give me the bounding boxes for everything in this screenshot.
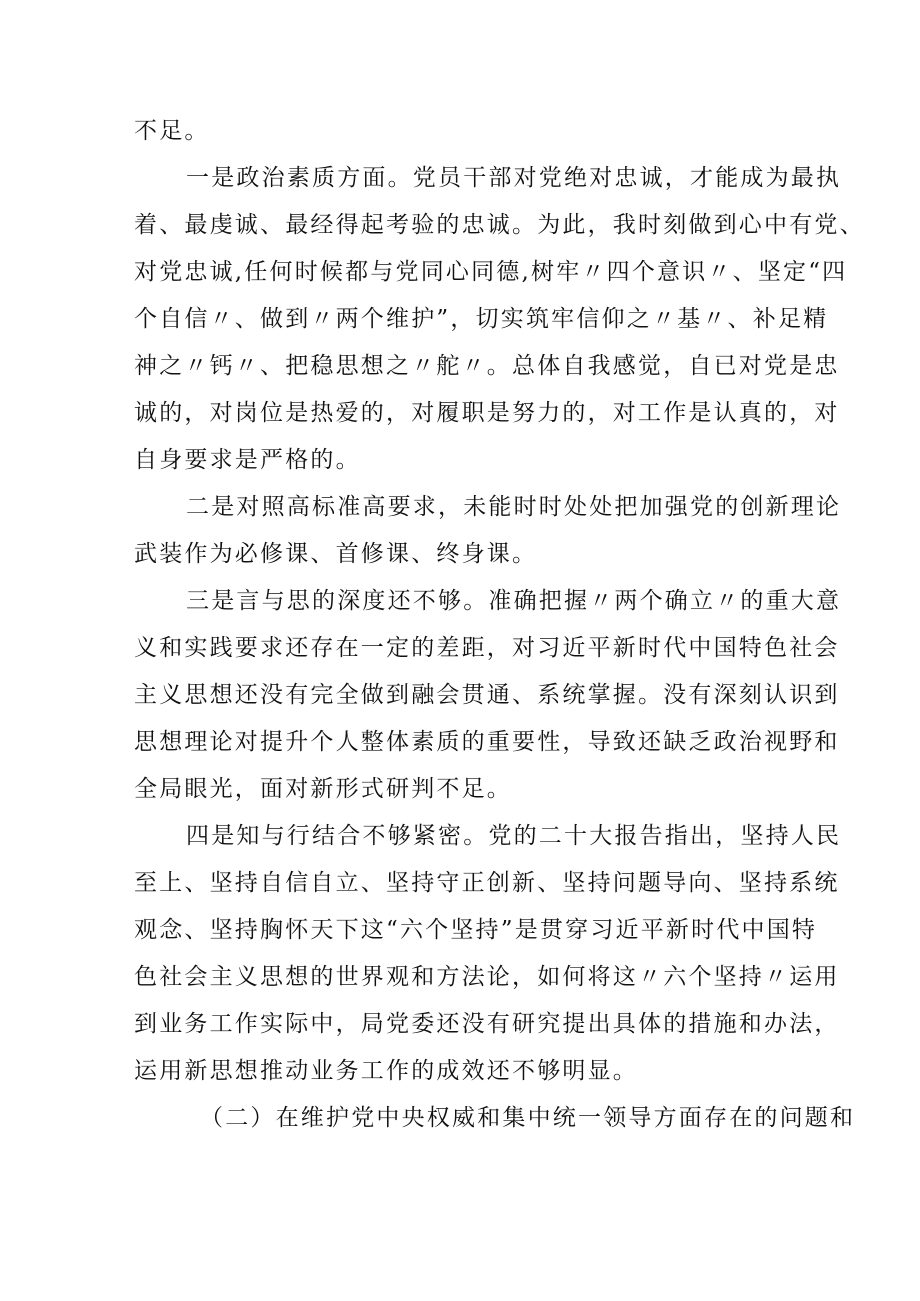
paragraph-4-start: 四是知与行结合不够紧密。党的二十大报告指出，坚持人民	[186, 823, 842, 849]
text-line: 自身要求是严格的。	[134, 447, 361, 473]
text-line: 诚的，对岗位是热爱的，对履职是努力的，对工作是认真的，对	[134, 400, 840, 426]
text-line: 全局眼光，面对新形式研判不足。	[134, 776, 512, 802]
text-line: 主义思想还没有完全做到融会贯通、系统掌握。没有深刻认识到	[134, 682, 840, 708]
paragraph-1-start: 一是政治素质方面。党员干部对党绝对忠诚，才能成为最执	[186, 165, 842, 191]
text-line: 到业务工作实际中，局党委还没有研究提出具体的措施和办法，	[134, 1011, 840, 1037]
paragraph-2-start: 二是对照高标准高要求，未能时时处处把加强党的创新理论	[186, 494, 842, 520]
text-line: 色社会主义思想的世界观和方法论，如何将这〃六个坚持〃运用	[134, 964, 840, 990]
text-line: 观念、坚持胸怀天下这“六个坚持”是贯穿习近平新时代中国特	[134, 917, 818, 943]
text-line: 对党忠诚,任何时候都与党同心同德,树牢〃四个意识〃、坚定“四	[134, 259, 848, 285]
text-line: 着、最虔诚、最经得起考验的忠诚。为此，我时刻做到心中有党、	[134, 212, 865, 238]
text-line: 不足。	[134, 118, 210, 144]
paragraph-3-start: 三是言与思的深度还不够。准确把握〃两个确立〃的重大意	[186, 588, 842, 614]
document-body	[134, 108, 865, 1142]
text-line: 武装作为必修课、首修课、终身课。	[134, 541, 538, 567]
text-line: 思想理论对提升个人整体素质的重要性，导致还缺乏政治视野和	[134, 729, 840, 755]
text-line: 神之〃钙〃、把稳思想之〃舵〃。总体自我感觉，自已对党是忠	[134, 353, 840, 379]
text-line: 至上、坚持自信自立、坚持守正创新、坚持问题导向、坚持系统	[134, 870, 840, 896]
text-line: 个自信〃、做到〃两个维护”，切实筑牢信仰之〃基〃、补足精	[134, 306, 829, 332]
text-line: 义和实践要求还存在一定的差距，对习近平新时代中国特色社会	[134, 635, 840, 661]
text-line: 运用新思想推动业务工作的成效还不够明显。	[134, 1058, 638, 1084]
section-heading: （二）在维护党中央权威和集中统一领导方面存在的问题和	[200, 1105, 856, 1131]
